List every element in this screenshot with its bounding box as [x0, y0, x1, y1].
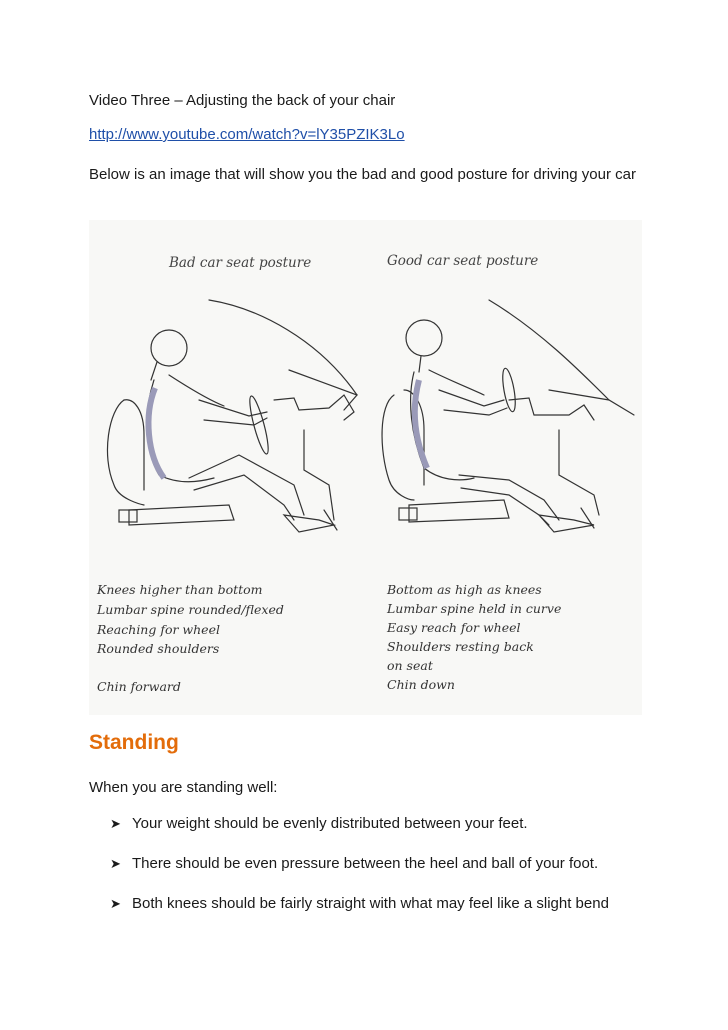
list-item-text: There should be even pressure between the heel and ball of your foot. — [132, 855, 599, 872]
good-note: Bottom as high as knees — [387, 582, 542, 597]
good-note: Easy reach for wheel — [387, 620, 521, 635]
good-note: Chin down — [387, 677, 455, 692]
list-item-text: Both knees should be fairly straight with what may feel like a slight bend — [132, 895, 609, 912]
bad-note: Reaching for wheel — [97, 622, 220, 637]
bad-note: Rounded shoulders — [97, 641, 220, 656]
arrow-bullet-icon: ➤ — [110, 896, 121, 911]
bad-posture-drawing — [107, 300, 357, 532]
good-note: Lumbar spine held in curve — [387, 601, 562, 616]
list-item — [110, 854, 609, 874]
posture-illustration — [89, 220, 642, 715]
arrow-bullet-icon: ➤ — [110, 816, 121, 831]
list-item — [110, 894, 609, 914]
bad-note: Chin forward — [97, 679, 181, 694]
bad-posture-notes — [96, 582, 284, 694]
arrow-bullet-icon: ➤ — [110, 856, 121, 871]
good-posture-title: Good car seat posture — [387, 253, 539, 269]
video-title: Video Three – Adjusting the back of your chair — [89, 92, 396, 109]
bad-posture-title: Bad car seat posture — [169, 255, 312, 271]
good-note: on seat — [387, 658, 433, 673]
list-item — [110, 814, 609, 834]
standing-lead: When you are standing well: — [89, 779, 278, 796]
bad-note: Lumbar spine rounded/flexed — [97, 602, 284, 617]
good-note: Shoulders resting back — [387, 639, 534, 654]
image-description: Below is an image that will show you the bad and good posture for driving your car — [89, 166, 636, 183]
bad-spine-curve — [149, 388, 164, 478]
good-posture-notes — [386, 582, 561, 692]
section-heading-standing: Standing — [89, 731, 179, 754]
good-spine-curve — [415, 380, 427, 468]
video-link[interactable]: http://www.youtube.com/watch?v=lY35PZIK3Lo — [89, 126, 405, 143]
good-posture-drawing — [382, 300, 634, 532]
list-item-text: Your weight should be evenly distributed between your feet. — [132, 815, 528, 832]
bad-note: Knees higher than bottom — [97, 582, 263, 597]
standing-points-list — [110, 814, 609, 934]
car-seat-posture-figure — [89, 220, 642, 715]
video-link-line — [89, 125, 405, 145]
